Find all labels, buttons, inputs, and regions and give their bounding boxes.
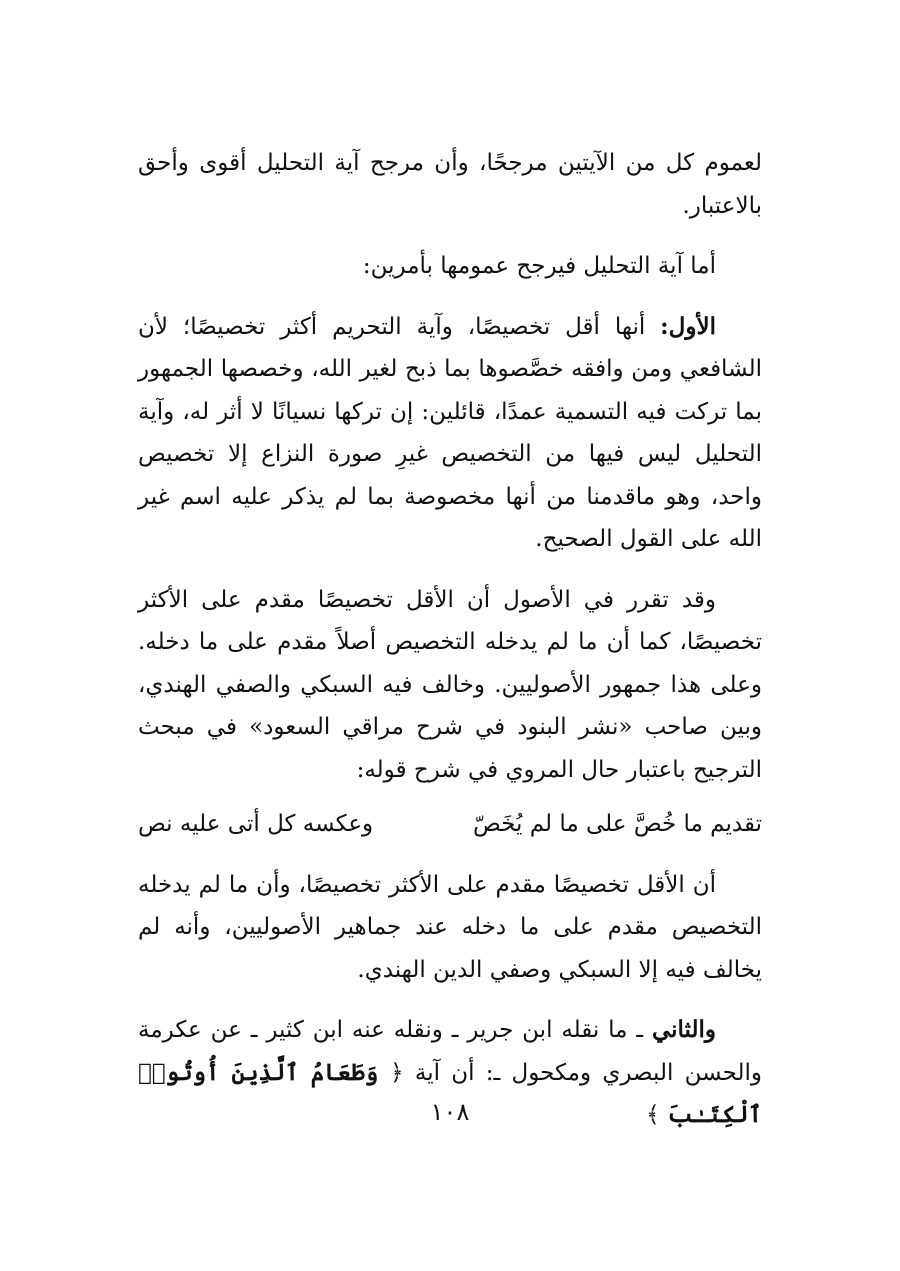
paragraph-4: وقد تقرر في الأصول أن الأقل تخصيصًا مقدم على الأكثر تخصيصًا، كما أن ما لم يدخله التخصيص أصلاً مقدم على ما دخله. وعلى هذا جمهور الأصوليين. وخالف فيه السبكي والصفي الهندي، وبين صاحب «نشر البنود في شرح مراقي السعود» في مبحث الترجيح باعتبار حال المروي في شرح قوله: [138, 586, 762, 783]
paragraph-1: لعموم كل من الآيتين مرجحًا، وأن مرجح آية التحليل أقوى وأحق بالاعتبار. [138, 150, 762, 219]
page-number: ١٠٨ [430, 1098, 470, 1126]
quran-open-bracket: ﴿ [390, 1059, 404, 1086]
page-body [138, 142, 762, 1137]
first-point-label: الأول: [660, 312, 716, 340]
verse-first-hemistich: تقديم ما خُصَّ على ما لم يُخَصّ [473, 811, 762, 837]
quran-close-bracket: ﴾ [646, 1102, 660, 1128]
quran-verse: وَطَعَامُ ٱلَّذِينَ أُوتُوا۟ ٱلْكِتَـٰبَ [138, 1058, 762, 1128]
poetry-verse [138, 803, 762, 846]
paragraph-5: أن الأقل تخصيصًا مقدم على الأكثر تخصيصًا، وأن ما لم يدخله التخصيص مقدم على ما دخله عند جماهير الأصوليين، وأنه لم يخالف فيه إلا السبكي وصفي الدين الهندي. [138, 871, 762, 983]
paragraph-2: أما آية التحليل فيرجح عمومها بأمرين: [362, 253, 716, 279]
paragraph-3 [138, 306, 762, 561]
second-point-text: ـ ما نقله ابن جرير ـ ونقله عنه ابن كثير ـ عن عكرمة والحسن البصري ومكحول ـ: أن آية [138, 1017, 762, 1086]
verse-second-hemistich: وعكسه كل أتى عليه نص [138, 811, 374, 837]
second-point-label: والثاني [651, 1016, 716, 1043]
first-point-text: أنها أقل تخصيصًا، وآية التحريم أكثر تخصيصًا؛ لأن الشافعي ومن وافقه خصَّصوها بما ذبح لغير الله، وخصصها الجمهور بما تركت فيه التسمية عمدًا، قائلين: إن تركها نسيانًا لا أثر له، وآية التحليل ليس فيها من التخصيص غيرِ صورة النزاع إلا تخصيص واحد، وهو ماقدمنا من أنها مخصوصة بما لم يذكر عليه اسم غير الله على القول الصحيح. [138, 313, 762, 552]
